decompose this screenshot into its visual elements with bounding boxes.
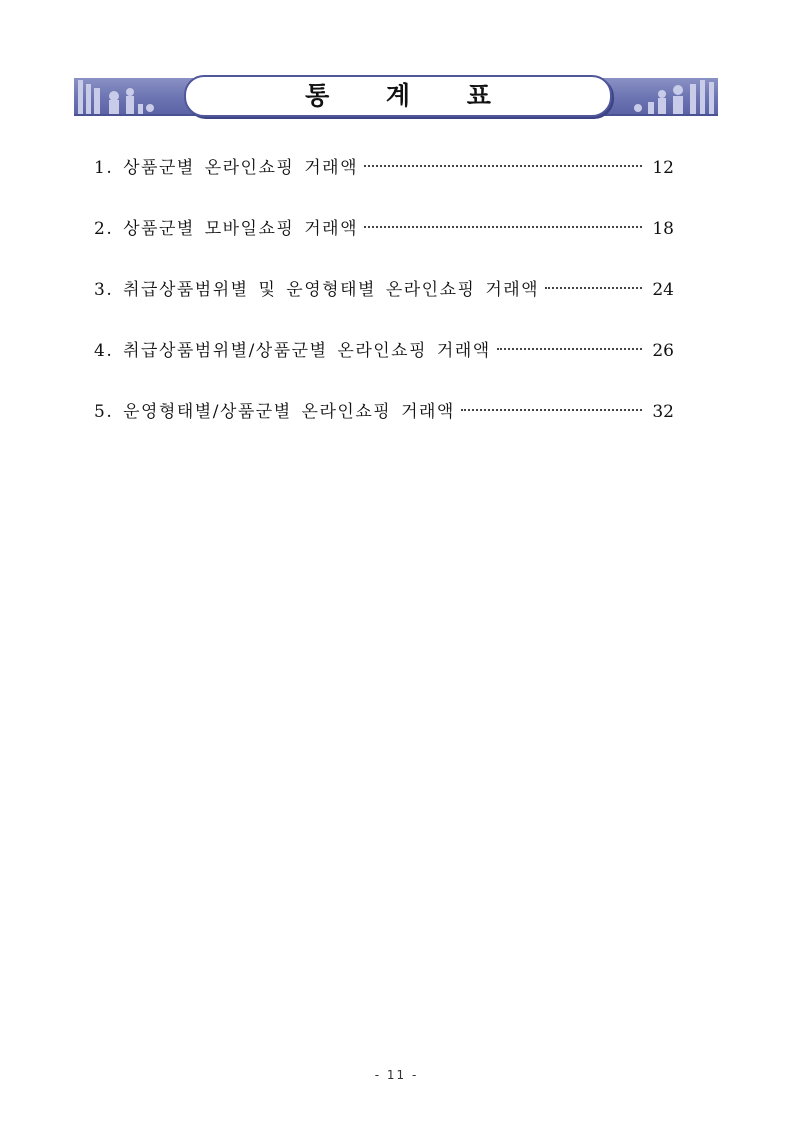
toc-dot-leader [364,226,642,228]
bar-chart-decoration-icon [74,74,164,118]
toc-item-label: 1. 상품군별 온라인쇼핑 거래액 [94,158,358,178]
toc-dot-leader [497,348,643,350]
toc-item-page: 24 [652,280,674,300]
toc-item-label: 3. 취급상품범위별 및 운영형태별 온라인쇼핑 거래액 [94,280,540,300]
page-title: 통 계 표 [305,81,515,110]
toc-item-3[interactable] [94,272,674,333]
toc-item-label: 2. 상품군별 모바일쇼핑 거래액 [94,219,358,239]
table-of-contents [94,150,674,455]
toc-item-page: 26 [652,341,674,361]
toc-item-page: 18 [652,219,674,239]
toc-item-4[interactable] [94,333,674,394]
toc-dot-leader [461,409,643,411]
toc-item-2[interactable] [94,211,674,272]
page-number: - 11 - [374,1068,419,1082]
banner-title-pill [184,75,612,117]
toc-item-5[interactable] [94,394,674,455]
toc-item-label: 4. 취급상품범위별/상품군별 온라인쇼핑 거래액 [94,341,491,361]
toc-dot-leader [545,287,642,289]
toc-item-page: 32 [652,402,674,422]
toc-dot-leader [364,165,642,167]
toc-item-label: 5. 운영형태별/상품군별 온라인쇼핑 거래액 [94,402,455,422]
bar-chart-decoration-icon [628,74,718,118]
toc-item-page: 12 [652,158,674,178]
section-banner [74,74,718,118]
toc-item-1[interactable] [94,150,674,211]
